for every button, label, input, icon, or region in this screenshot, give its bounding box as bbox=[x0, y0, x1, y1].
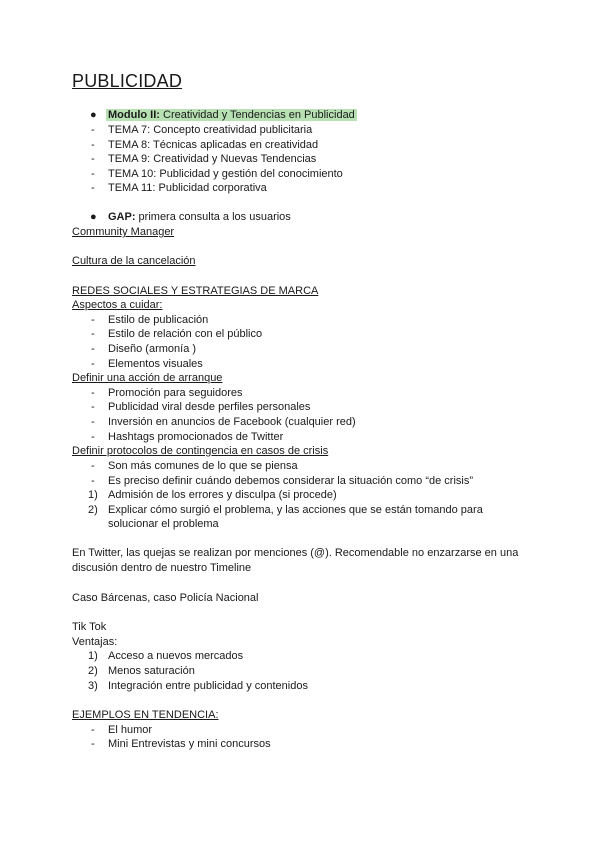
list-item: Acceso a nuevos mercados bbox=[108, 650, 244, 662]
dash-marker: - bbox=[91, 431, 95, 443]
dash-marker: - bbox=[91, 724, 95, 736]
modulo-highlight bbox=[106, 109, 357, 121]
aspectos-heading: Aspectos a cuidar: bbox=[72, 299, 163, 311]
tema-item: TEMA 9: Creatividad y Nuevas Tendencias bbox=[108, 153, 317, 165]
tema-item: TEMA 10: Publicidad y gestión del conocimiento bbox=[108, 168, 343, 180]
list-item: Estilo de publicación bbox=[108, 314, 209, 326]
tema-item: TEMA 7: Concepto creatividad publicitaria bbox=[108, 124, 313, 136]
tema-item: TEMA 11: Publicidad corporativa bbox=[108, 182, 267, 194]
list-item: Hashtags promocionados de Twitter bbox=[108, 431, 284, 443]
dash-marker: - bbox=[91, 416, 95, 428]
list-item: Promoción para seguidores bbox=[108, 387, 243, 399]
dash-marker: - bbox=[91, 124, 95, 136]
arranque-heading: Definir una acción de arranque bbox=[72, 372, 223, 384]
paragraph-line: discusión dentro de nuestro Timeline bbox=[72, 562, 252, 574]
list-item: Explicar cómo surgió el problema, y las acciones que se están tomando para bbox=[108, 504, 483, 516]
dash-marker: - bbox=[91, 401, 95, 413]
dash-marker: - bbox=[91, 139, 95, 151]
tiktok-line: Tik Tok bbox=[72, 621, 107, 633]
dash-marker: - bbox=[91, 387, 95, 399]
list-item: Elementos visuales bbox=[108, 358, 203, 370]
tema-item: TEMA 8: Técnicas aplicadas en creatividad bbox=[108, 139, 319, 151]
dash-marker: - bbox=[91, 314, 95, 326]
list-item: Estilo de relación con el público bbox=[108, 328, 263, 340]
dash-marker: - bbox=[91, 328, 95, 340]
bullet-icon: ● bbox=[90, 109, 97, 121]
dash-marker: - bbox=[91, 460, 95, 472]
list-item-continuation: solucionar el problema bbox=[108, 518, 219, 530]
number-marker: 2) bbox=[88, 504, 98, 516]
dash-marker: - bbox=[91, 168, 95, 180]
dash-marker: - bbox=[91, 358, 95, 370]
bullet-icon: ● bbox=[90, 211, 97, 223]
list-item: Publicidad viral desde perfiles personales bbox=[108, 401, 311, 413]
modulo-line bbox=[106, 108, 357, 122]
number-marker: 1) bbox=[88, 489, 98, 501]
list-item: Integración entre publicidad y contenidos bbox=[108, 680, 308, 692]
community-manager-heading: Community Manager bbox=[72, 226, 175, 238]
dash-marker: - bbox=[91, 343, 95, 355]
gap-label: GAP: bbox=[108, 211, 136, 223]
modulo-text: Creatividad y Tendencias en Publicidad bbox=[159, 109, 355, 121]
paragraph-line: En Twitter, las quejas se realizan por menciones (@). Recomendable no enzarzarse en una bbox=[72, 547, 519, 559]
protocolos-heading: Definir protocolos de contingencia en casos de crisis bbox=[72, 445, 329, 457]
gap-text: primera consulta a los usuarios bbox=[135, 211, 291, 223]
list-item: Mini Entrevistas y mini concursos bbox=[108, 738, 271, 750]
redes-heading: REDES SOCIALES Y ESTRATEGIAS DE MARCA bbox=[72, 285, 319, 297]
number-marker: 1) bbox=[88, 650, 98, 662]
number-marker: 2) bbox=[88, 665, 98, 677]
dash-marker: - bbox=[91, 475, 95, 487]
modulo-label: Modulo II: bbox=[108, 109, 160, 121]
gap-line bbox=[108, 210, 291, 224]
list-item: Es preciso definir cuándo debemos considerar la situación como “de crisis” bbox=[108, 475, 474, 487]
ventajas-heading: Ventajas: bbox=[72, 636, 118, 648]
dash-marker: - bbox=[91, 182, 95, 194]
dash-marker: - bbox=[91, 153, 95, 165]
caso-line: Caso Bárcenas, caso Policía Nacional bbox=[72, 592, 259, 604]
page-title: PUBLICIDAD bbox=[72, 71, 183, 91]
list-item: Menos saturación bbox=[108, 665, 195, 677]
number-marker: 3) bbox=[88, 680, 98, 692]
list-item: Admisión de los errores y disculpa (si procede) bbox=[108, 489, 337, 501]
dash-marker: - bbox=[91, 738, 95, 750]
list-item: Diseño (armonía ) bbox=[108, 343, 197, 355]
cultura-heading: Cultura de la cancelación bbox=[72, 255, 196, 267]
list-item: Inversión en anuncios de Facebook (cualquier red) bbox=[108, 416, 356, 428]
list-item: El humor bbox=[108, 724, 153, 736]
list-item: Son más comunes de lo que se piensa bbox=[108, 460, 298, 472]
ejemplos-heading: EJEMPLOS EN TENDENCIA: bbox=[72, 709, 219, 721]
